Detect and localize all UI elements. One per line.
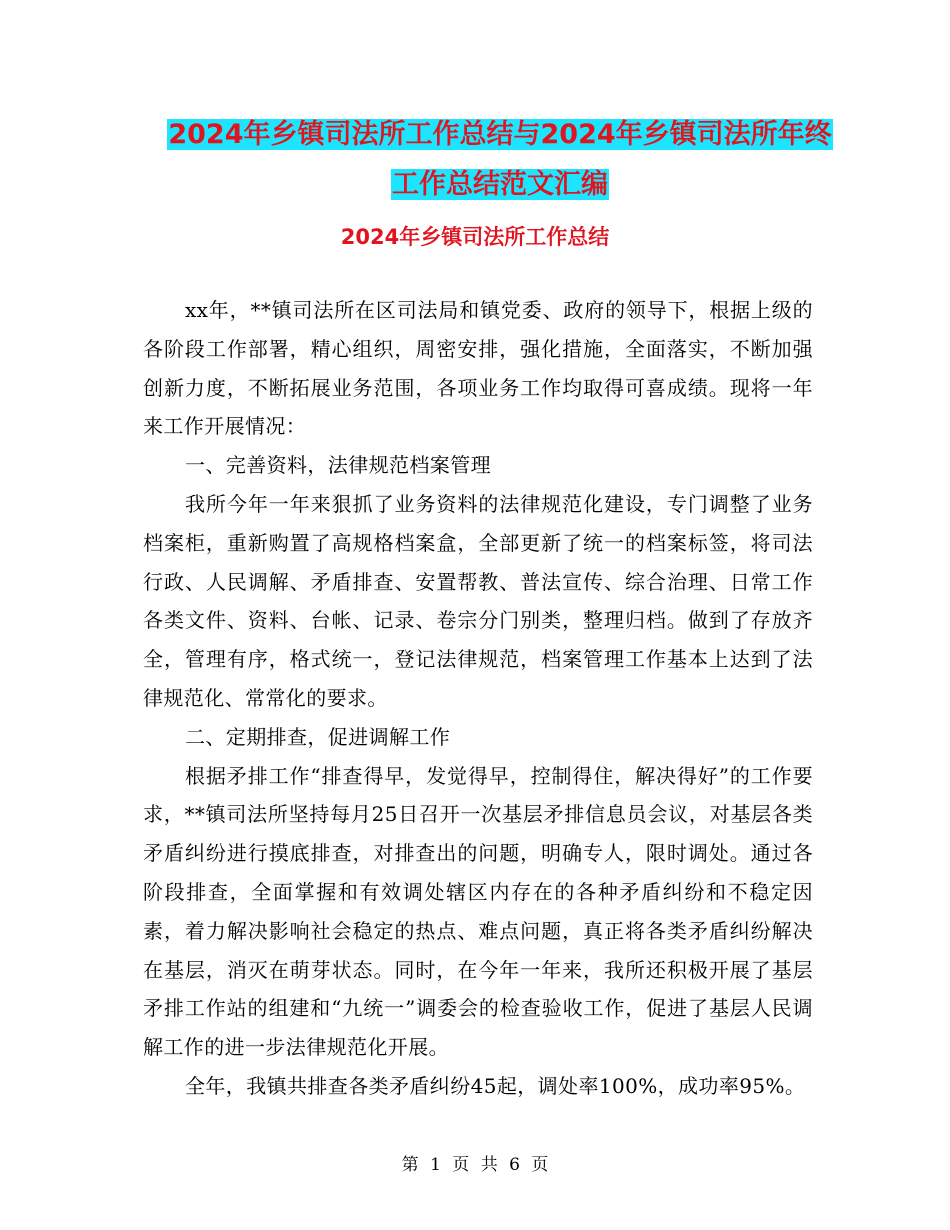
document-body (143, 291, 813, 1106)
paragraph-mediation: 根据矛排工作“排查得早，发觉得早，控制得住，解决得好”的工作要求，**镇司法所坚持每月25日召开一次基层矛排信息员会议，对基层各类矛盾纠纷进行摸底排查，对排查出的问题，明确专人，限时调处。通过各阶段排查，全面掌握和有效调处辖区内存在的各种矛盾纠纷和不稳定因素，着力解决影响社会稳定的热点、难点问题，真正将各类矛盾纠纷解决在基层，消灭在萌芽状态。同时，在今年一年来，我所还积极开展了基层矛排工作站的组建和“九统一”调委会的检查验收工作，促进了基层人民调解工作的进一步法律规范化开展。 (143, 763, 813, 1060)
page-number-footer: 第 1 页 共 6 页 (401, 1155, 549, 1175)
paragraph-statistics: 全年，我镇共排查各类矛盾纠纷45起，调处率100%，成功率95%。 (185, 1073, 806, 1098)
document-title (140, 110, 860, 210)
title-line-1: 2024年乡镇司法所工作总结与2024年乡镇司法所年终 (168, 119, 832, 150)
paragraph-intro: xx年，**镇司法所在区司法局和镇党委、政府的领导下，根据上级的各阶段工作部署，精心组织，周密安排，强化措施，全面落实，不断加强创新力度，不断拓展业务范围，各项业务工作均取得可喜成绩。现将一年来工作开展情况： (143, 298, 813, 439)
section-title: 2024年乡镇司法所工作总结 (340, 225, 610, 249)
heading-1: 一、完善资料，法律规范档案管理 (185, 453, 491, 478)
paragraph-archives: 我所今年一年来狠抓了业务资料的法律规范化建设，专门调整了业务档案柜，重新购置了高规格档案盒，全部更新了统一的档案标签，将司法行政、人民调解、矛盾排查、安置帮教、普法宣传、综合治理、日常工作各类文件、资料、台帐、记录、卷宗分门别类，整理归档。做到了存放齐全，管理有序，格式统一，登记法律规范，档案管理工作基本上达到了法律规范化、常常化的要求。 (143, 491, 813, 710)
heading-2: 二、定期排查，促进调解工作 (185, 724, 451, 749)
title-line-2: 工作总结范文汇编 (392, 169, 608, 200)
